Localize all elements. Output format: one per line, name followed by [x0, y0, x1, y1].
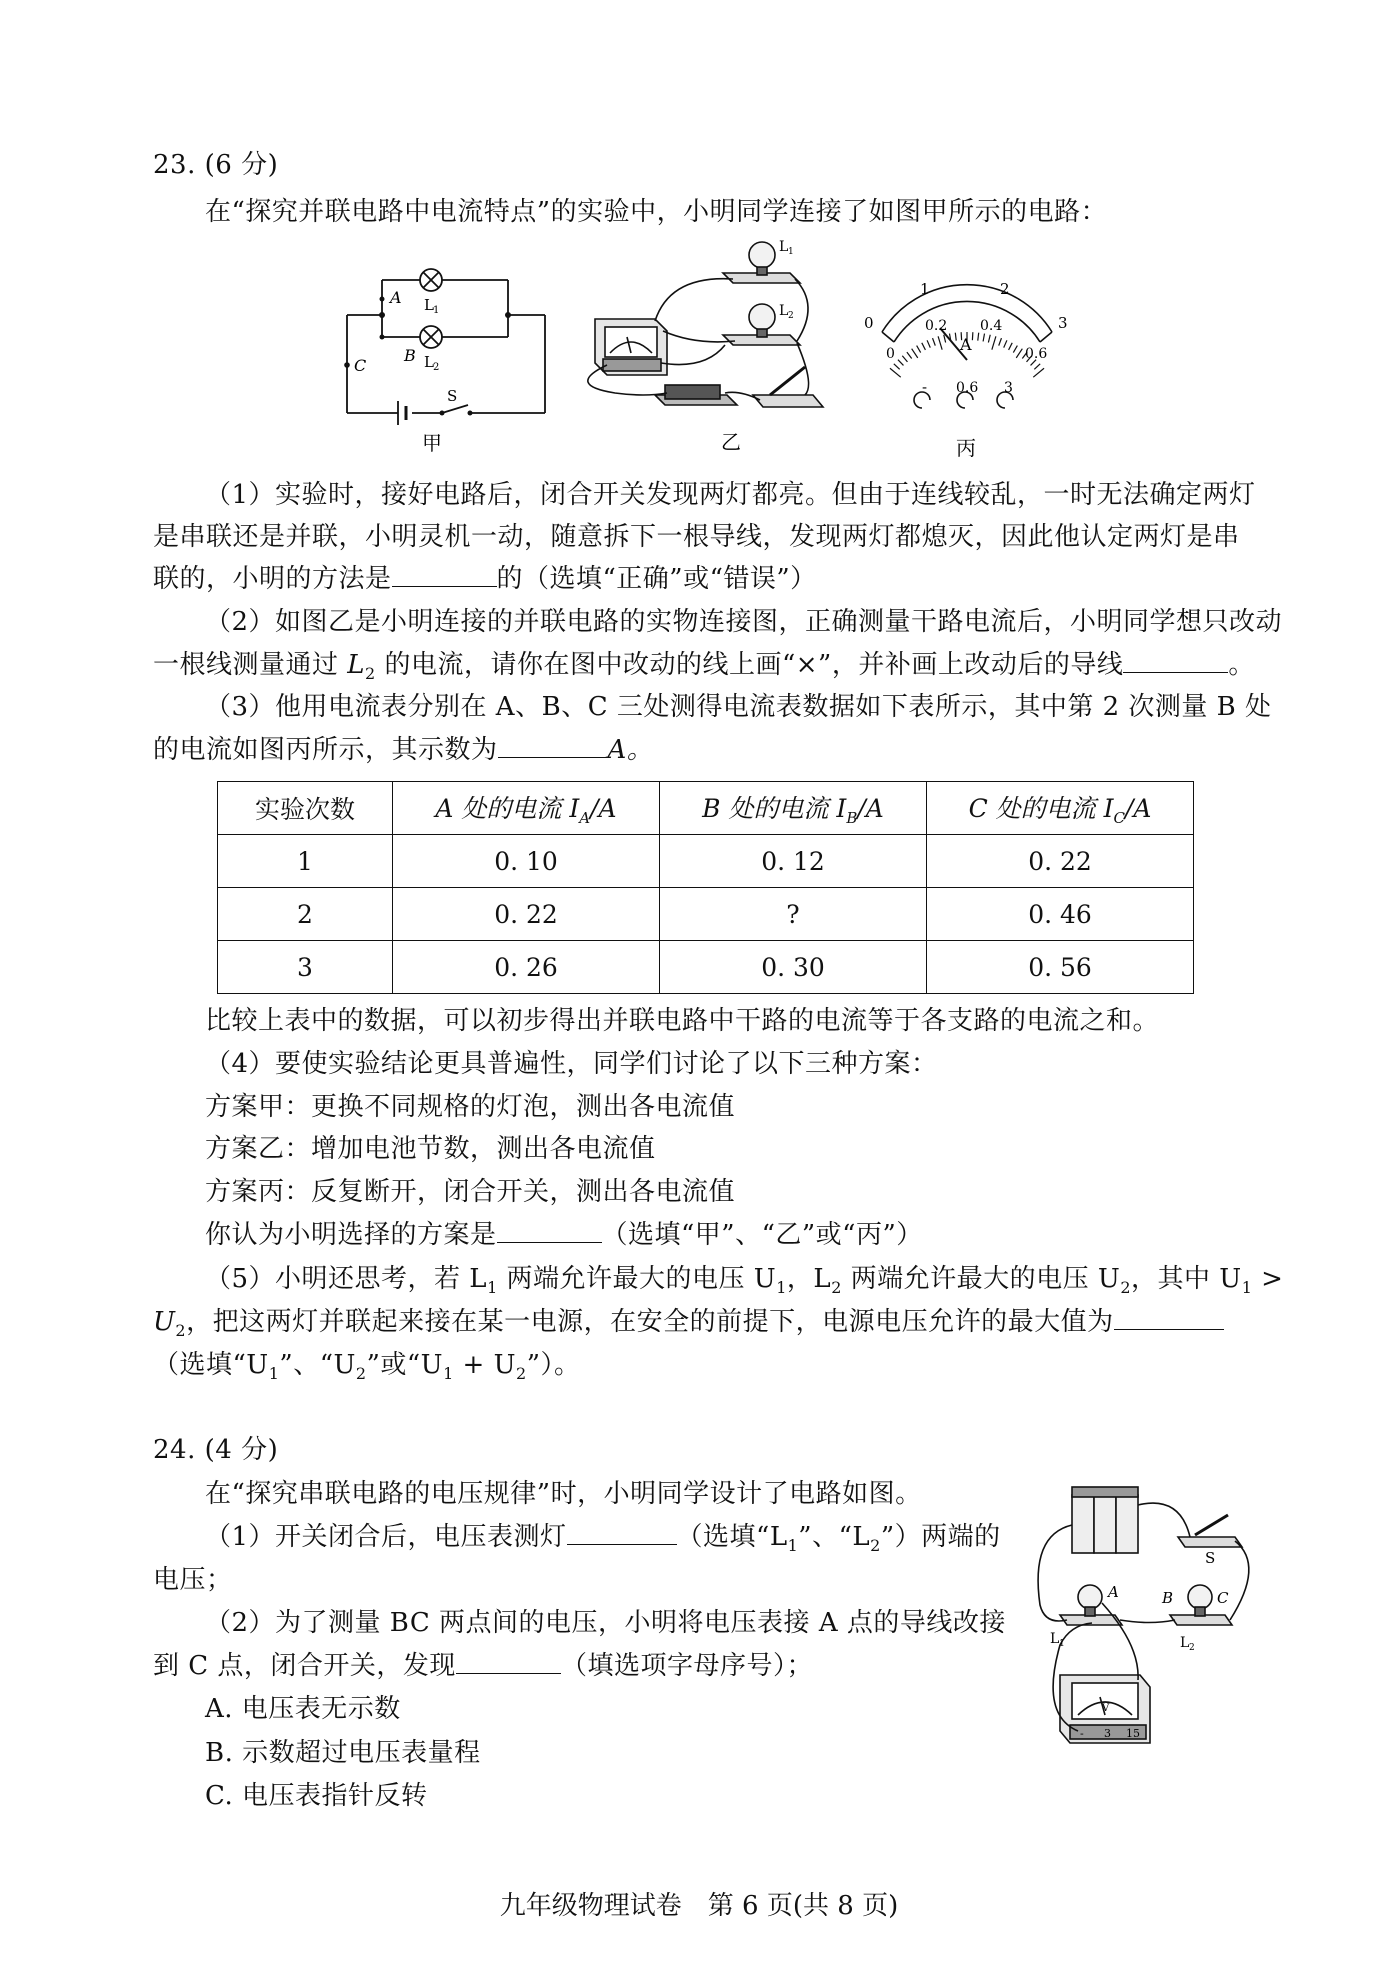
- q23-part5-line1: （5）小明还思考，若 $L_1$ 两端允许最大的电压 $U_1$，$L_2$ 两端允许最大的电压 $U_2$，其中 $U_1$ >: [205, 1264, 1284, 1298]
- table-cell: 3: [218, 941, 393, 994]
- terminal-06: 0.6: [956, 380, 979, 396]
- q24-label-l1: L: [1050, 1631, 1060, 1647]
- dial-tick: [978, 333, 979, 341]
- q23-part3-line1: （3）他用电流表分别在 A、B、C 三处测得电流表数据如下表所示，其中第 2 次测量 B 处: [205, 692, 1272, 722]
- q23-header: 23. (6 分): [153, 150, 279, 180]
- label-l1-sub: 1: [433, 305, 440, 316]
- header-trial: 实验次数: [218, 782, 393, 835]
- dial-tick: [1004, 340, 1007, 347]
- label-l2-sub: 2: [433, 362, 440, 373]
- label-l2: L: [424, 353, 434, 371]
- yi-label-l1-sub: 1: [788, 247, 794, 257]
- answer-blank-1[interactable]: [392, 562, 497, 587]
- q24-terminal-neg: -: [1080, 1727, 1084, 1740]
- dial-unit: A: [960, 335, 972, 354]
- answer-blank-4[interactable]: [497, 1218, 602, 1243]
- table-cell: 0. 56: [927, 941, 1194, 994]
- label-s: S: [447, 387, 458, 405]
- q24-label-l2: L: [1180, 1635, 1190, 1651]
- table-cell: 0. 12: [660, 835, 927, 888]
- table-row: [218, 888, 1194, 941]
- figure-q24-apparatus: [1030, 1475, 1265, 1765]
- dial-tick: [1009, 343, 1013, 350]
- q24-part2-line1: （2）为了测量 BC 两点间的电压，小明将电压表接 A 点的导线改接: [205, 1608, 1006, 1638]
- q24-part1-line1: （1）开关闭合后，电压表测灯 （选填“$L_1$”、“$L_2$”）两端的: [205, 1522, 1001, 1556]
- scale-bot-1: 0.2: [925, 318, 948, 334]
- header-ia: A 处的电流 $I_A/A$: [393, 782, 660, 835]
- table-cell: 0. 30: [660, 941, 927, 994]
- label-l1: L: [424, 296, 434, 314]
- scale-bot-2: 0.4: [980, 318, 1003, 334]
- q24-part1-line2: 电压；: [153, 1565, 233, 1595]
- table-cell: ?: [660, 888, 927, 941]
- yi-label-l2-sub: 2: [788, 311, 794, 321]
- caption-bing: 丙: [956, 436, 976, 460]
- scale-top-0: 0: [864, 314, 874, 332]
- dial-tick: [898, 360, 904, 366]
- table-row: [218, 941, 1194, 994]
- q23-part2-line2: 一根线测量通过 $L_2$ 的电流，请你在图中改动的线上画“×”，并补画上改动后的导线 。: [153, 650, 1255, 684]
- scale-top-1: 1: [920, 280, 930, 298]
- q24-option-a: A. 电压表无示数: [205, 1694, 401, 1724]
- terminal-neg: -: [922, 378, 928, 396]
- answer-blank-2[interactable]: [1123, 648, 1228, 673]
- answer-blank-3[interactable]: [498, 733, 608, 758]
- q24-label-v: V: [1102, 1703, 1110, 1714]
- yi-label-l2: L: [779, 303, 789, 319]
- q23-part1-line2: 是串联还是并联，小明灵机一动，随意拆下一根导线，发现两灯都熄灭，因此他认定两灯是串: [153, 522, 1240, 552]
- dial-tick: [907, 352, 912, 358]
- dial-tick: [992, 336, 996, 349]
- q24-part2-line2: 到 C 点，闭合开关，发现 （填选项字母序号）；: [153, 1651, 813, 1681]
- q23-part5-line3: （选填“$U_1$”、“$U_2$”或“$U_1$ + $U_2$”）。: [153, 1350, 581, 1384]
- q24-intro: 在“探究串联电路的电压规律”时，小明同学设计了电路如图。: [205, 1479, 922, 1509]
- figure-bing-dial: [860, 270, 1075, 460]
- q23-part5-line2: $U_2$，把这两灯并联起来接在某一电源，在安全的前提下，电源电压允许的最大值为: [153, 1305, 1224, 1348]
- answer-blank-7[interactable]: [456, 1649, 561, 1674]
- dial-tick: [933, 338, 936, 346]
- q23-part1-line3: 联的，小明的方法是 的（选填“正确”或“错误”）: [153, 564, 817, 594]
- q23-conclusion: 比较上表中的数据，可以初步得出并联电路中干路的电流等于各支路的电流之和。: [205, 1006, 1160, 1036]
- answer-blank-6[interactable]: [567, 1520, 677, 1545]
- q23-plan-yi: 方案乙：增加电池节数，测出各电流值: [205, 1134, 656, 1164]
- label-a: A: [390, 288, 402, 307]
- dial-tick: [955, 333, 956, 341]
- dial-tick: [983, 334, 984, 342]
- q23-part2-line1: （2）如图乙是小明连接的并联电路的实物连接图，正确测量干路电流后，小明同学想只改动: [205, 607, 1283, 637]
- table-cell: 0. 10: [393, 835, 660, 888]
- q24-option-c: C. 电压表指针反转: [205, 1781, 428, 1811]
- table-cell: 0. 22: [927, 835, 1194, 888]
- q24-label-c: C: [1217, 1589, 1229, 1607]
- q24-label-b: B: [1162, 1589, 1174, 1607]
- label-b: B: [404, 346, 416, 365]
- dial-tick: [912, 349, 918, 358]
- yi-label-l1: L: [779, 239, 789, 255]
- scale-bot-3: 0.6: [1025, 346, 1048, 362]
- dial-tick: [1034, 364, 1040, 369]
- q23-part4-answer: 你认为小明选择的方案是 （选填“甲”、“乙”或“丙”）: [205, 1220, 923, 1250]
- dial-tick: [927, 340, 930, 347]
- scale-bot-0: 0: [886, 346, 895, 362]
- scale-top-3: 3: [1058, 314, 1068, 332]
- dial-tick: [1013, 346, 1017, 353]
- caption-yi: 乙: [721, 430, 741, 454]
- table-header-row: [218, 782, 1194, 835]
- dial-tick: [894, 364, 900, 369]
- dial-tick: [902, 356, 907, 362]
- figure-jia-circuit: [340, 265, 560, 455]
- page-footer: 九年级物理试卷 第 6 页(共 8 页): [499, 1891, 899, 1921]
- q23-intro: 在“探究并联电路中电流特点”的实验中，小明同学连接了如图甲所示的电路：: [205, 197, 1108, 227]
- header-ib: B 处的电流 $I_B/A$: [660, 782, 927, 835]
- table-cell: 0. 26: [393, 941, 660, 994]
- dial-tick: [999, 338, 1002, 346]
- q23-part3-line2: 的电流如图丙所示，其示数为 A。: [153, 735, 654, 765]
- header-ic: C 处的电流 $I_C/A$: [927, 782, 1194, 835]
- q23-part1-line1: （1）实验时，接好电路后，闭合开关发现两灯都亮。但由于连线较乱，一时无法确定两灯: [205, 480, 1256, 510]
- current-data-table: [217, 781, 1194, 994]
- q24-label-a: A: [1108, 1583, 1119, 1601]
- dial-tick: [922, 343, 926, 350]
- q24-label-l1-sub: 1: [1059, 1639, 1065, 1649]
- table-cell: 1: [218, 835, 393, 888]
- q24-label-s: S: [1205, 1549, 1216, 1567]
- dial-tick: [988, 335, 990, 343]
- table-row: [218, 835, 1194, 888]
- q23-plan-bing: 方案丙：反复断开，闭合开关，测出各电流值: [205, 1177, 736, 1207]
- q24-terminal-3: 3: [1104, 1727, 1111, 1740]
- dial-tick: [938, 336, 942, 349]
- table-cell: 0. 22: [393, 888, 660, 941]
- scale-top-2: 2: [1000, 280, 1010, 298]
- q24-terminal-15: 15: [1126, 1727, 1140, 1740]
- dial-tick: [944, 335, 946, 343]
- label-c: C: [354, 356, 367, 375]
- q23-part4-line1: （4）要使实验结论更具普遍性，同学们讨论了以下三种方案：: [205, 1049, 938, 1079]
- dial-tick: [1016, 349, 1022, 358]
- q24-label-l2-sub: 2: [1189, 1643, 1195, 1653]
- table-cell: 0. 46: [927, 888, 1194, 941]
- table-cell: 2: [218, 888, 393, 941]
- dial-tick: [917, 346, 921, 353]
- q24-header: 24. (4 分): [153, 1435, 279, 1465]
- q24-option-b: B. 示数超过电压表量程: [205, 1738, 481, 1768]
- terminal-3: 3: [1004, 380, 1013, 396]
- q23-plan-jia: 方案甲：更换不同规格的灯泡，测出各电流值: [205, 1092, 736, 1122]
- caption-jia: 甲: [422, 431, 442, 455]
- figure-yi-apparatus: [575, 235, 835, 460]
- answer-blank-5[interactable]: [1114, 1305, 1224, 1330]
